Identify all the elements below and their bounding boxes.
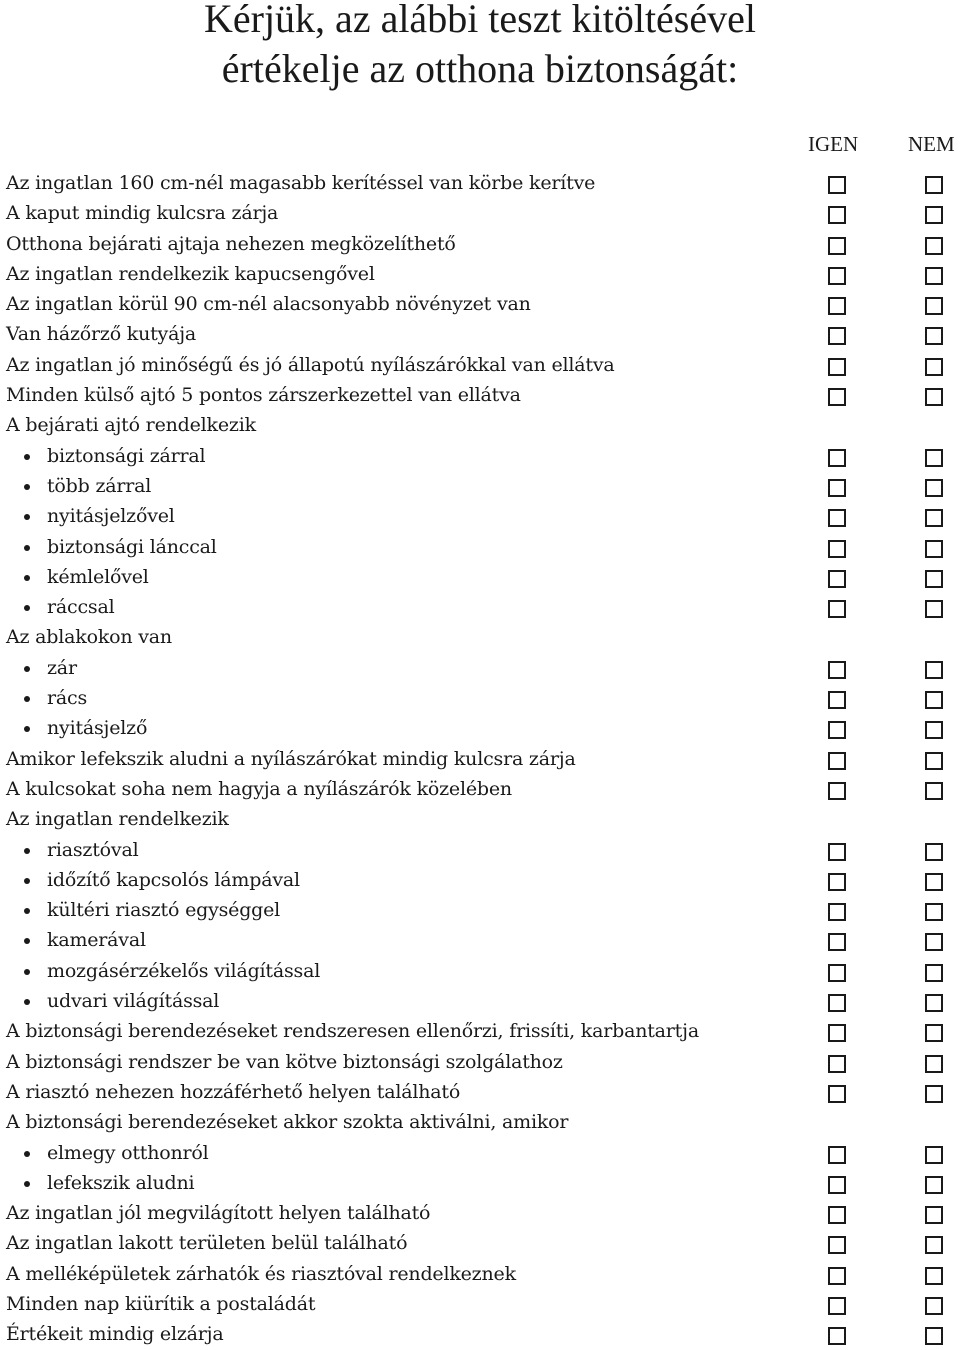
question-row	[0, 592, 960, 622]
question-row	[0, 562, 960, 592]
question-row	[0, 532, 960, 562]
no-checkbox[interactable]	[925, 691, 943, 709]
question-row	[0, 956, 960, 986]
question-row	[0, 1289, 960, 1319]
question-label: elmegy otthonról	[47, 1141, 209, 1164]
yes-checkbox[interactable]	[828, 1024, 846, 1042]
bullet-icon	[24, 696, 30, 702]
bullet-icon	[24, 848, 30, 854]
question-row	[0, 1016, 960, 1046]
question-row	[0, 986, 960, 1016]
bullet-icon	[24, 484, 30, 490]
yes-checkbox[interactable]	[828, 449, 846, 467]
no-checkbox[interactable]	[925, 570, 943, 588]
no-checkbox[interactable]	[925, 388, 943, 406]
no-checkbox[interactable]	[925, 752, 943, 770]
bullet-icon	[24, 1181, 30, 1187]
question-row	[0, 865, 960, 895]
question-row	[0, 198, 960, 228]
bullet-icon	[24, 908, 30, 914]
question-label: Otthona bejárati ajtaja nehezen megközelíthető	[6, 232, 456, 255]
bullet-icon	[24, 969, 30, 975]
bullet-icon	[24, 938, 30, 944]
page-title	[0, 0, 960, 94]
yes-checkbox[interactable]	[828, 267, 846, 285]
yes-checkbox[interactable]	[828, 843, 846, 861]
question-row	[0, 1077, 960, 1107]
yes-checkbox[interactable]	[828, 206, 846, 224]
question-label: nyitásjelző	[47, 717, 148, 740]
question-label: Az ingatlan jól megvilágított helyen található	[6, 1202, 431, 1225]
yes-checkbox[interactable]	[828, 933, 846, 951]
yes-checkbox[interactable]	[828, 327, 846, 345]
no-checkbox[interactable]	[925, 782, 943, 800]
yes-checkbox[interactable]	[828, 1176, 846, 1194]
question-label: Az ingatlan körül 90 cm-nél alacsonyabb növényzet van	[6, 293, 531, 316]
yes-checkbox[interactable]	[828, 1055, 846, 1073]
question-label: A kulcsokat soha nem hagyja a nyílászárók közelében	[6, 777, 512, 800]
no-checkbox[interactable]	[925, 933, 943, 951]
no-checkbox[interactable]	[925, 509, 943, 527]
title-line-2: értékelje az otthona biztonságát:	[221, 46, 739, 91]
question-row	[0, 925, 960, 955]
no-checkbox[interactable]	[925, 1055, 943, 1073]
question-label: rács	[47, 687, 88, 710]
question-label: Az ingatlan rendelkezik	[6, 808, 229, 831]
yes-checkbox[interactable]	[828, 691, 846, 709]
question-row	[0, 471, 960, 501]
yes-checkbox[interactable]	[828, 873, 846, 891]
question-row	[0, 653, 960, 683]
no-checkbox[interactable]	[925, 1267, 943, 1285]
question-row	[0, 1319, 960, 1349]
question-group-heading	[0, 804, 960, 834]
question-label: Amikor lefekszik aludni a nyílászárókat mindig kulcsra zárja	[6, 747, 576, 770]
question-group-heading	[0, 1107, 960, 1137]
yes-checkbox[interactable]	[828, 297, 846, 315]
question-label: mozgásérzékelős világítással	[47, 959, 321, 982]
question-label: nyitásjelzővel	[47, 505, 175, 528]
yes-checkbox[interactable]	[828, 1085, 846, 1103]
question-label: Az ablakokon van	[6, 626, 172, 649]
no-checkbox[interactable]	[925, 449, 943, 467]
question-row	[0, 501, 960, 531]
column-header-yes: IGEN	[808, 132, 859, 156]
question-label: biztonsági zárral	[47, 444, 206, 467]
bullet-icon	[24, 514, 30, 520]
yes-checkbox[interactable]	[828, 509, 846, 527]
question-row	[0, 229, 960, 259]
no-checkbox[interactable]	[925, 721, 943, 739]
question-row	[0, 380, 960, 410]
question-label: Van házőrző kutyája	[6, 323, 197, 346]
question-label: Az ingatlan 160 cm-nél magasabb kerítéssel van körbe kerítve	[6, 172, 596, 194]
no-checkbox[interactable]	[925, 994, 943, 1012]
question-row	[0, 895, 960, 925]
question-row	[0, 774, 960, 804]
question-row	[0, 1168, 960, 1198]
no-checkbox[interactable]	[925, 903, 943, 921]
yes-checkbox[interactable]	[828, 176, 846, 194]
question-group-heading	[0, 622, 960, 652]
yes-checkbox[interactable]	[828, 1327, 846, 1345]
no-checkbox[interactable]	[925, 600, 943, 618]
no-checkbox[interactable]	[925, 540, 943, 558]
yes-checkbox[interactable]	[828, 570, 846, 588]
yes-checkbox[interactable]	[828, 752, 846, 770]
bullet-icon	[24, 999, 30, 1005]
question-row	[0, 683, 960, 713]
question-label: A biztonsági rendszer be van kötve biztonsági szolgálathoz	[6, 1050, 563, 1073]
question-row	[0, 713, 960, 743]
question-row	[0, 1228, 960, 1258]
bullet-icon	[24, 1151, 30, 1157]
yes-checkbox[interactable]	[828, 1236, 846, 1254]
question-row	[0, 350, 960, 380]
yes-checkbox[interactable]	[828, 964, 846, 982]
bullet-icon	[24, 726, 30, 732]
no-checkbox[interactable]	[925, 1297, 943, 1315]
question-row	[0, 168, 960, 198]
yes-checkbox[interactable]	[828, 994, 846, 1012]
yes-checkbox[interactable]	[828, 600, 846, 618]
column-header-no: NEM	[908, 132, 955, 156]
yes-checkbox[interactable]	[828, 1267, 846, 1285]
question-label: udvari világítással	[47, 990, 220, 1013]
bullet-icon	[24, 666, 30, 672]
question-label: kémlelővel	[47, 565, 149, 588]
no-checkbox[interactable]	[925, 1024, 943, 1042]
question-label: Az ingatlan rendelkezik kapucsengővel	[6, 262, 375, 285]
question-label: Értékeit mindig elzárja	[6, 1323, 224, 1346]
yes-checkbox[interactable]	[828, 358, 846, 376]
questionnaire-list	[0, 168, 960, 1350]
yes-checkbox[interactable]	[828, 237, 846, 255]
yes-checkbox[interactable]	[828, 479, 846, 497]
question-label: Az ingatlan jó minőségű és jó állapotú nyílászárókkal van ellátva	[6, 353, 615, 376]
yes-checkbox[interactable]	[828, 782, 846, 800]
yes-checkbox[interactable]	[828, 903, 846, 921]
question-row	[0, 1259, 960, 1289]
no-checkbox[interactable]	[925, 1176, 943, 1194]
no-checkbox[interactable]	[925, 327, 943, 345]
no-checkbox[interactable]	[925, 1146, 943, 1164]
question-row	[0, 259, 960, 289]
bullet-icon	[24, 454, 30, 460]
question-label: A kaput mindig kulcsra zárja	[6, 202, 279, 225]
question-group-heading	[0, 410, 960, 440]
question-row	[0, 835, 960, 865]
title-line-1: Kérjük, az alábbi teszt kitöltésével	[203, 0, 756, 41]
question-label: Minden külső ajtó 5 pontos zárszerkezettel van ellátva	[6, 384, 521, 407]
question-row	[0, 319, 960, 349]
yes-checkbox[interactable]	[828, 1297, 846, 1315]
question-label: A melléképületek zárhatók és riasztóval rendelkeznek	[6, 1262, 516, 1285]
question-row	[0, 1047, 960, 1077]
question-label: kamerával	[47, 929, 146, 952]
yes-checkbox[interactable]	[828, 721, 846, 739]
no-checkbox[interactable]	[925, 479, 943, 497]
bullet-icon	[24, 605, 30, 611]
no-checkbox[interactable]	[925, 661, 943, 679]
question-label: időzítő kapcsolós lámpával	[47, 868, 300, 891]
no-checkbox[interactable]	[925, 297, 943, 315]
yes-checkbox[interactable]	[828, 661, 846, 679]
question-row	[0, 289, 960, 319]
question-label: A biztonsági berendezéseket rendszeresen ellenőrzi, frissíti, karbantartja	[6, 1020, 699, 1043]
question-row	[0, 1138, 960, 1168]
question-label: A biztonsági berendezéseket akkor szokta aktiválni, amikor	[6, 1111, 569, 1134]
no-checkbox[interactable]	[925, 267, 943, 285]
bullet-icon	[24, 575, 30, 581]
question-row	[0, 1198, 960, 1228]
no-checkbox[interactable]	[925, 873, 943, 891]
no-checkbox[interactable]	[925, 176, 943, 194]
no-checkbox[interactable]	[925, 964, 943, 982]
question-label: A riasztó nehezen hozzáférhető helyen található	[6, 1080, 461, 1103]
question-label: több zárral	[47, 474, 152, 497]
question-label: A bejárati ajtó rendelkezik	[6, 414, 256, 437]
question-row	[0, 441, 960, 471]
yes-checkbox[interactable]	[828, 1146, 846, 1164]
no-checkbox[interactable]	[925, 1085, 943, 1103]
question-label: kültéri riasztó egységgel	[47, 899, 281, 922]
question-label: riasztóval	[47, 838, 139, 861]
no-checkbox[interactable]	[925, 1236, 943, 1254]
no-checkbox[interactable]	[925, 237, 943, 255]
no-checkbox[interactable]	[925, 206, 943, 224]
no-checkbox[interactable]	[925, 843, 943, 861]
question-label: Minden nap kiürítik a postaládát	[6, 1292, 316, 1315]
yes-checkbox[interactable]	[828, 540, 846, 558]
no-checkbox[interactable]	[925, 1327, 943, 1345]
no-checkbox[interactable]	[925, 1206, 943, 1224]
question-label: Az ingatlan lakott területen belül található	[6, 1232, 408, 1255]
yes-checkbox[interactable]	[828, 1206, 846, 1224]
no-checkbox[interactable]	[925, 358, 943, 376]
question-label: ráccsal	[47, 596, 115, 619]
question-label: lefekszik aludni	[47, 1171, 195, 1194]
question-row	[0, 744, 960, 774]
bullet-icon	[24, 878, 30, 884]
yes-checkbox[interactable]	[828, 388, 846, 406]
question-label: biztonsági lánccal	[47, 535, 217, 558]
bullet-icon	[24, 545, 30, 551]
question-label: zár	[47, 656, 77, 679]
